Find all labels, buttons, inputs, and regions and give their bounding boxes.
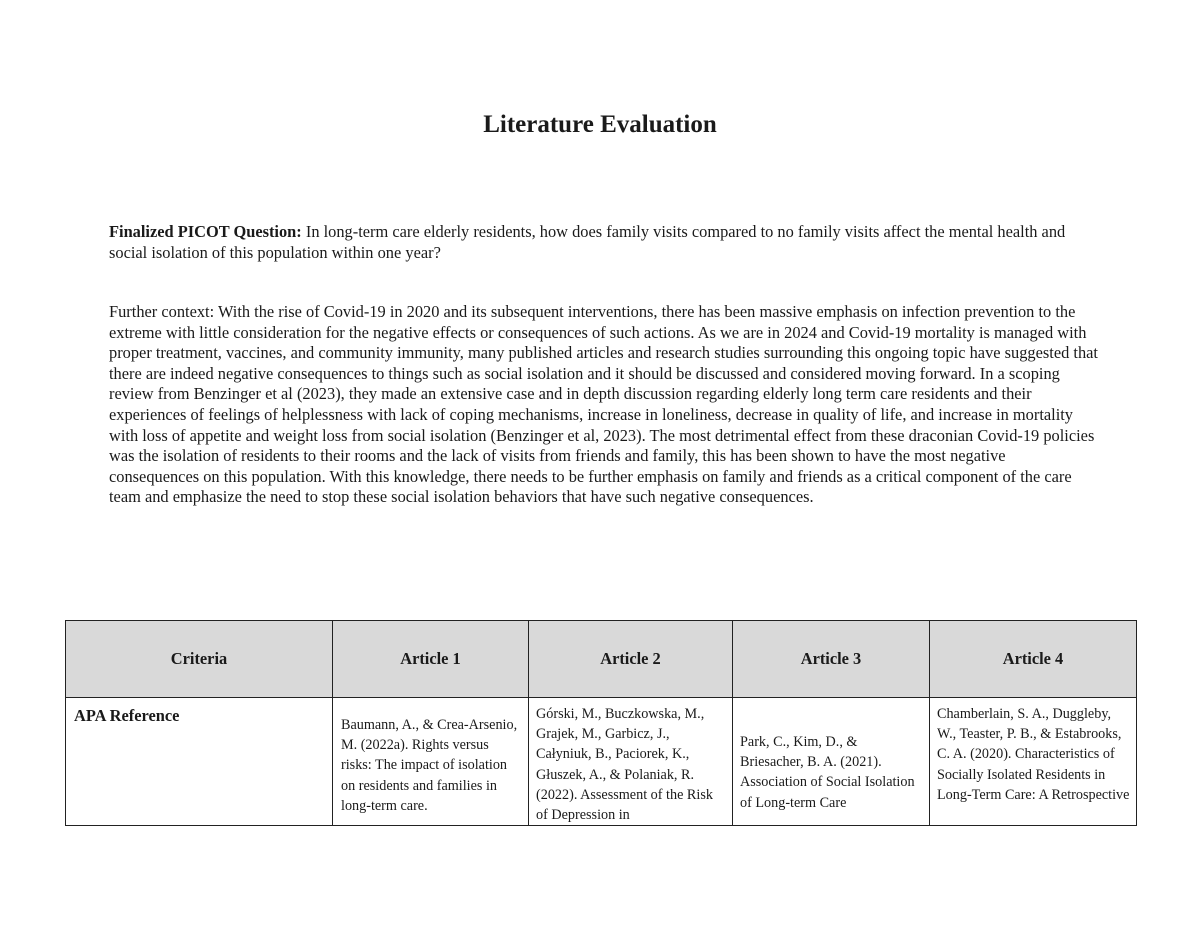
apa-reference-article-2: Górski, M., Buczkowska, M., Grajek, M., Garbicz, J., Całyniuk, B., Paciorek, K., Głuszek, A., & Polaniak, R. (2022). Assessment of the Risk of Depression in [536, 706, 713, 824]
header-article-3: Article 3 [733, 621, 930, 698]
table-header-row [66, 621, 1137, 698]
row-label-apa-reference: APA Reference [66, 698, 333, 826]
table-row [66, 698, 1137, 826]
picot-text: In long-term care elderly residents, how does family visits compared to no family visits affect the mental health and social isolation of this population within one year? [109, 222, 1066, 262]
header-article-2: Article 2 [529, 621, 733, 698]
cell-article-1 [333, 698, 529, 826]
header-article-1: Article 1 [333, 621, 529, 698]
apa-reference-article-1: Baumann, A., & Crea-Arsenio, M. (2022a). Rights versus risks: The impact of isolation on residents and families in long-term care. [341, 717, 518, 814]
cell-article-3 [733, 698, 930, 826]
picot-question [109, 221, 1099, 263]
apa-reference-article-3: Park, C., Kim, D., & Briesacher, B. A. (2021). Association of Social Isolation of Long-term Care [740, 734, 915, 811]
cell-article-4 [930, 698, 1137, 826]
apa-reference-article-4: Chamberlain, S. A., Duggleby, W., Teaster, P. B., & Estabrooks, C. A. (2020). Characteristics of Socially Isolated Residents in Long-Term Care: A Retrospective [937, 706, 1130, 803]
cell-article-2 [529, 698, 733, 826]
page-title: Literature Evaluation [483, 111, 717, 138]
picot-label: Finalized PICOT Question: [109, 222, 302, 241]
literature-evaluation-table [65, 620, 1137, 826]
header-article-4: Article 4 [930, 621, 1137, 698]
context-paragraph: Further context: With the rise of Covid-19 in 2020 and its subsequent interventions, there has been massive emphasis on infection prevention to the extreme with little consideration for the negative effects or consequences of such actions. As we are in 2024 and Covid-19 mortality is managed with proper treatment, vaccines, and community immunity, many published articles and research studies surrounding this ongoing topic have suggested that there are indeed negative consequences to things such as social isolation and it should be discussed and considered moving forward. In a scoping review from Benzinger et al (2023), they made an extensive case and in depth discussion regarding elderly long term care residents and their experiences of feelings of helplessness with lack of coping mechanisms, increase in loneliness, decrease in quality of life, and increase in mortality with loss of appetite and weight loss from social isolation (Benzinger et al, 2023). The most detrimental effect from these draconian Covid-19 policies was the isolation of residents to their rooms and the lack of visits from friends and family, this has been shown to have the most negative consequences on this population. With this knowledge, there needs to be further emphasis on family and friends as a critical component of the care team and emphasize the need to stop these social isolation behaviors that have such negative consequences. [109, 302, 1098, 507]
header-criteria: Criteria [66, 621, 333, 698]
